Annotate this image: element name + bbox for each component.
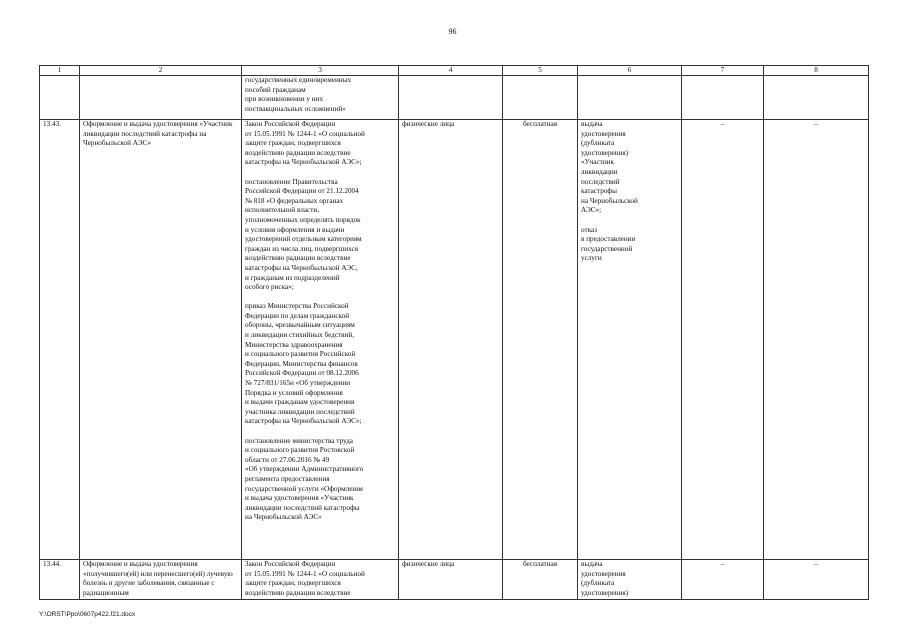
service-number: 13.43. bbox=[40, 120, 80, 560]
table-row bbox=[40, 120, 869, 560]
legal-basis-paragraph: Закон Российской Федерации от 15.05.1991 № 1244-1 «О социальной защите граждан, подвергшихся воздействию радиации вследствие bbox=[245, 560, 365, 597]
column-number: 3 bbox=[242, 66, 399, 76]
column-8-value: – bbox=[764, 120, 869, 560]
service-name bbox=[80, 76, 242, 120]
column-7-value bbox=[682, 76, 764, 120]
column-7-value: – bbox=[682, 120, 764, 560]
legal-basis bbox=[242, 76, 399, 120]
recipients bbox=[399, 76, 503, 120]
service-number bbox=[40, 76, 80, 120]
legal-basis bbox=[242, 560, 399, 600]
payment bbox=[503, 76, 578, 120]
legal-basis-paragraph: постановление Правительства Российской Федерации от 21.12.2004 № 818 «О федеральных органах исполнительной власти, уполномоченных определять порядок и условия оформления и выдачи удостоверений отдельным категориям граждан из числа лиц, подвергшихся воздействию радиации вследствие катастрофы на Чернобыльской АЭС, и гражданам из подразделений особого риска»; bbox=[245, 177, 362, 292]
column-8-value: – bbox=[764, 560, 869, 600]
services-table bbox=[39, 65, 869, 600]
payment: бесплатная bbox=[503, 560, 578, 600]
result-paragraph: выдача удостоверения (дубликата удостоверения) «Участник ликвидации последствий катастрофы на Чернобыльской АЭС»; bbox=[581, 120, 638, 215]
column-number: 6 bbox=[578, 66, 682, 76]
legal-basis-paragraph: приказ Министерства Российской Федерации по делам гражданской обороны, чрезвычайным ситуациям и ликвидации стихийных бедствий, Министерства здравоохранения и социального развития Российской Федерации, Министерства финансов Российской Федерации от 08.12.2006 № 727/831/165н «Об утверждении Порядка и условий оформления и выдачи гражданам удостоверения участника ликвидации последствий катастрофы на Чернобыльской АЭС»; bbox=[245, 302, 362, 426]
file-path-footer: Y:\ORST\Ppo\0607p422.f21.docx bbox=[39, 611, 136, 618]
column-number: 4 bbox=[399, 66, 503, 76]
column-7-value: – bbox=[682, 560, 764, 600]
recipients: физические лица bbox=[399, 560, 503, 600]
legal-basis-paragraph: Закон Российской Федерации от 15.05.1991 № 1244-1 «О социальной защите граждан, подвергшихся воздействию радиации вследствие катастрофы на Чернобыльской АЭС»; bbox=[245, 120, 365, 167]
legal-basis-paragraph: государственных единовременных пособий гражданам при возникновении у них поствакцинальных осложнений» bbox=[245, 76, 352, 113]
column-number-row bbox=[40, 66, 869, 76]
page-number: 96 bbox=[448, 27, 457, 36]
service-name: Оформление и выдача удостоверения «получившего(ей) или перенесшего(ей) лучевую болезнь и другие заболевания, связанные с радиационным bbox=[80, 560, 242, 600]
column-number: 5 bbox=[503, 66, 578, 76]
result bbox=[578, 76, 682, 120]
result bbox=[578, 560, 682, 600]
column-number: 8 bbox=[764, 66, 869, 76]
recipients: физические лица bbox=[399, 120, 503, 560]
service-number: 13.44. bbox=[40, 560, 80, 600]
result-paragraph: выдача удостоверения (дубликата удостоверения) bbox=[581, 560, 629, 597]
legal-basis-paragraph: постановление министерства труда и социального развития Ростовской области от 27.06.2016 № 49 «Об утверждении Административного регламента предоставления государственной услуги «Оформление и выдача удостоверения «Участник ликвидации последствий катастрофы на Чернобыльской АЭС» bbox=[245, 436, 364, 522]
column-number: 1 bbox=[40, 66, 80, 76]
result bbox=[578, 120, 682, 560]
column-number: 2 bbox=[80, 66, 242, 76]
result-paragraph: отказ в предоставлении государственной услуги bbox=[581, 225, 636, 263]
table-row bbox=[40, 76, 869, 120]
payment: бесплатная bbox=[503, 120, 578, 560]
column-8-value bbox=[764, 76, 869, 120]
legal-basis bbox=[242, 120, 399, 560]
table-row bbox=[40, 560, 869, 600]
column-number: 7 bbox=[682, 66, 764, 76]
service-name: Оформление и выдача удостоверения «Участник ликвидации последствий катастрофы на Чернобыльской АЭС» bbox=[80, 120, 242, 560]
